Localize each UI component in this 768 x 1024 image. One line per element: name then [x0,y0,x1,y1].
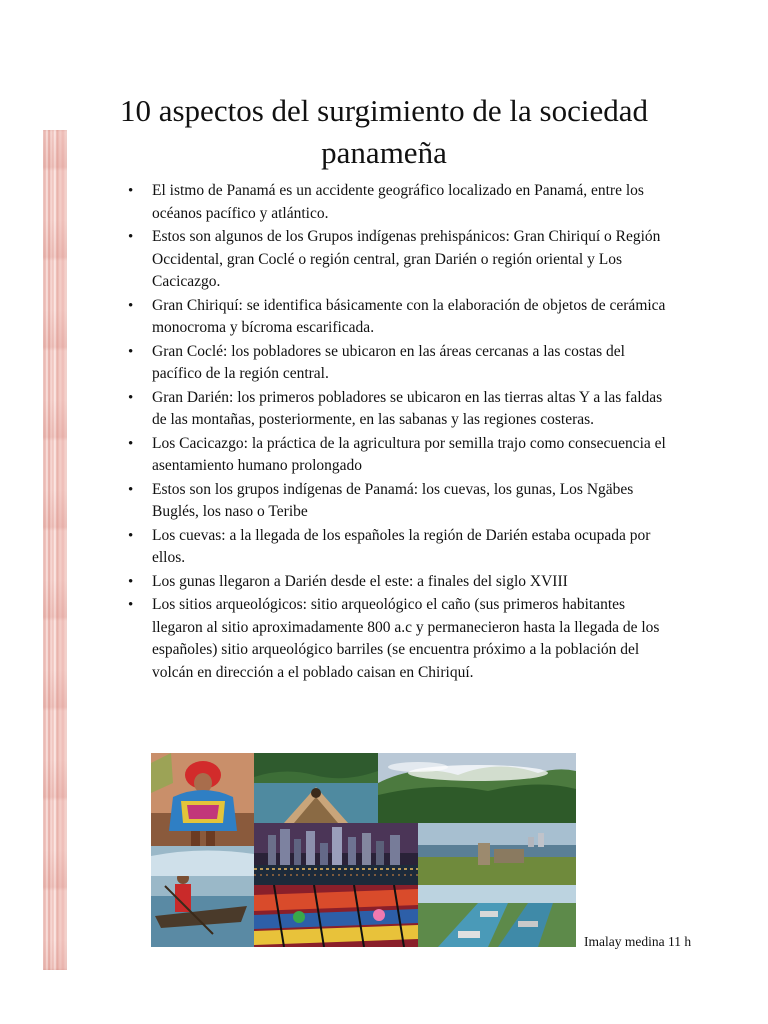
title-line-2: panameña [321,135,447,170]
photo-river-canoe [254,753,378,823]
bullet-item: • Estos son los grupos indígenas de Panamá: los cuevas, los gunas, Los Ngäbes Buglés, los naso o Teribe [128,479,668,524]
page-title [108,90,660,174]
bullet-item: • Los cuevas: a la llegada de los españoles la región de Darién estaba ocupada por ellos. [128,525,668,570]
photo-panama-canal [418,885,576,947]
photo-city-night [254,823,418,885]
photo-collage [151,753,576,947]
bullet-item: • Los sitios arqueológicos: sitio arqueológico el caño (sus primeros habitantes llegaron al sitio aproximadamente 800 a.c y permanecieron hasta la llegada de los españoles) sitio arqueológico barriles (se encuentra próximo a la población del volcán en dirección a el poblado caisan en Chiriquí. [128,594,668,684]
bullet-item: • Gran Darién: los primeros pobladores se ubicaron en las tierras altas Y a las faldas de las montañas, posteriormente, en las sabanas y las regiones costeras. [128,387,668,432]
photo-mola-textile [254,885,418,947]
wood-grain-texture [43,130,67,970]
bullet-item: • Estos son algunos de los Grupos indígenas prehispánicos: Gran Chiriquí o Región Occidental, gran Coclé o región central, gran Darién o región oriental y Los Cacicazgo. [128,226,668,294]
bullet-item: • El istmo de Panamá es un accidente geográfico localizado en Panamá, entre los océanos pacífico y atlántico. [128,180,668,225]
bullet-item: • Los Cacicazgo: la práctica de la agricultura por semilla trajo como consecuencia el asentamiento humano prolongado [128,433,668,478]
photo-ruins-coast [418,823,576,885]
decorative-wood-border [43,130,67,970]
title-line-1: 10 aspectos del surgimiento de la sociedad [119,93,648,128]
bullet-item: • Gran Coclé: los pobladores se ubicaron en las áreas cercanas a las costas del pacífico de la región central. [128,341,668,386]
photo-canoe-man [151,846,254,947]
author-signature: Imalay medina 11 h [584,934,692,949]
bullet-list [128,180,668,685]
bullet-item: • Los gunas llegaron a Darién desde el este: a finales del siglo XVIII [128,571,668,594]
photo-mountains [378,753,576,823]
photo-guna-woman [151,753,254,846]
bullet-item: • Gran Chiriquí: se identifica básicamente con la elaboración de objetos de cerámica monocroma y bícroma escarificada. [128,295,668,340]
